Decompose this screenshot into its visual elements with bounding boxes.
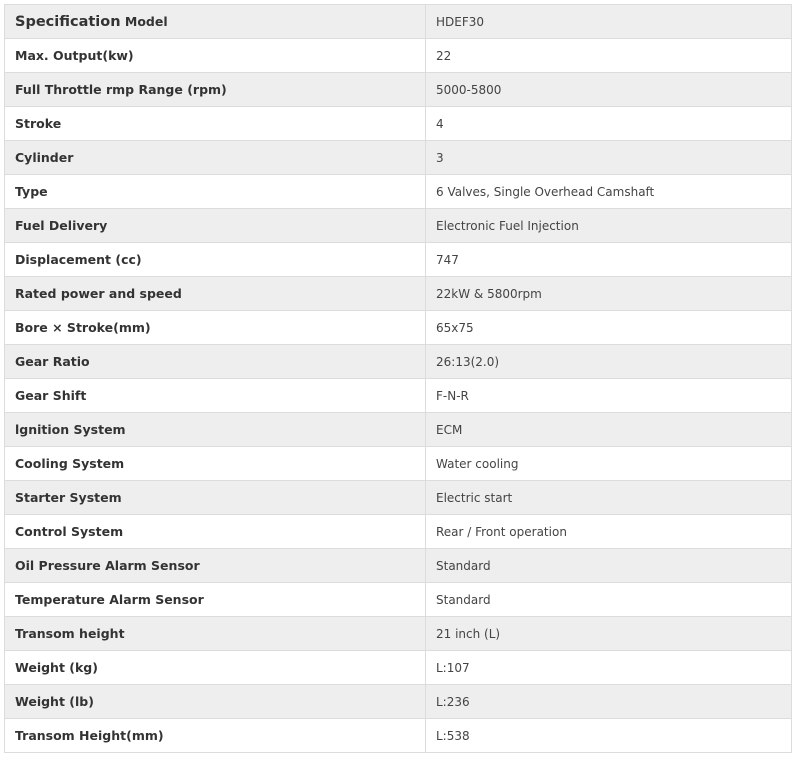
header-label-cell	[5, 5, 426, 39]
spec-label: Cylinder	[5, 141, 426, 175]
table-row	[5, 617, 792, 651]
table-row	[5, 719, 792, 753]
spec-value: Standard	[426, 583, 792, 617]
table-row	[5, 379, 792, 413]
spec-value: ECM	[426, 413, 792, 447]
table-row	[5, 413, 792, 447]
table-row	[5, 447, 792, 481]
spec-value: Electric start	[426, 481, 792, 515]
table-row	[5, 515, 792, 549]
table-row	[5, 311, 792, 345]
header-subtitle: Model	[124, 13, 168, 29]
spec-value: L:107	[426, 651, 792, 685]
spec-value: 5000-5800	[426, 73, 792, 107]
table-row	[5, 651, 792, 685]
table-row	[5, 107, 792, 141]
spec-value: F-N-R	[426, 379, 792, 413]
spec-value: 21 inch (L)	[426, 617, 792, 651]
spec-value: Water cooling	[426, 447, 792, 481]
table-row	[5, 549, 792, 583]
specification-table-body	[5, 5, 792, 753]
spec-label: Bore × Stroke(mm)	[5, 311, 426, 345]
spec-label: Displacement (cc)	[5, 243, 426, 277]
spec-value: 6 Valves, Single Overhead Camshaft	[426, 175, 792, 209]
spec-label: Cooling System	[5, 447, 426, 481]
spec-label: Fuel Delivery	[5, 209, 426, 243]
spec-value: 22kW & 5800rpm	[426, 277, 792, 311]
spec-value: 4	[426, 107, 792, 141]
spec-value: L:538	[426, 719, 792, 753]
specification-table-container	[4, 4, 791, 753]
table-row	[5, 277, 792, 311]
table-row	[5, 481, 792, 515]
table-row	[5, 209, 792, 243]
spec-value: 65x75	[426, 311, 792, 345]
spec-label: Weight (kg)	[5, 651, 426, 685]
spec-label: Starter System	[5, 481, 426, 515]
spec-value: Standard	[426, 549, 792, 583]
spec-label: Weight (lb)	[5, 685, 426, 719]
table-header-row	[5, 5, 792, 39]
header-model-value: HDEF30	[426, 5, 792, 39]
table-row	[5, 583, 792, 617]
specification-table	[4, 4, 792, 753]
spec-label: Transom Height(mm)	[5, 719, 426, 753]
spec-value: 26:13(2.0)	[426, 345, 792, 379]
table-row	[5, 685, 792, 719]
spec-label: Temperature Alarm Sensor	[5, 583, 426, 617]
spec-value: 747	[426, 243, 792, 277]
spec-label: Type	[5, 175, 426, 209]
spec-label: Stroke	[5, 107, 426, 141]
spec-label: lgnition System	[5, 413, 426, 447]
spec-label: Full Throttle rmp Range (rpm)	[5, 73, 426, 107]
table-row	[5, 39, 792, 73]
spec-label: Gear Shift	[5, 379, 426, 413]
spec-value: 22	[426, 39, 792, 73]
table-row	[5, 345, 792, 379]
spec-label: Max. Output(kw)	[5, 39, 426, 73]
header-title: Specification	[15, 13, 121, 30]
spec-label: Oil Pressure Alarm Sensor	[5, 549, 426, 583]
spec-value: 3	[426, 141, 792, 175]
table-row	[5, 141, 792, 175]
spec-label: Gear Ratio	[5, 345, 426, 379]
spec-label: Transom height	[5, 617, 426, 651]
spec-value: Electronic Fuel Injection	[426, 209, 792, 243]
table-row	[5, 73, 792, 107]
spec-value: L:236	[426, 685, 792, 719]
table-row	[5, 175, 792, 209]
table-row	[5, 243, 792, 277]
spec-label: Control System	[5, 515, 426, 549]
spec-value: Rear / Front operation	[426, 515, 792, 549]
spec-label: Rated power and speed	[5, 277, 426, 311]
